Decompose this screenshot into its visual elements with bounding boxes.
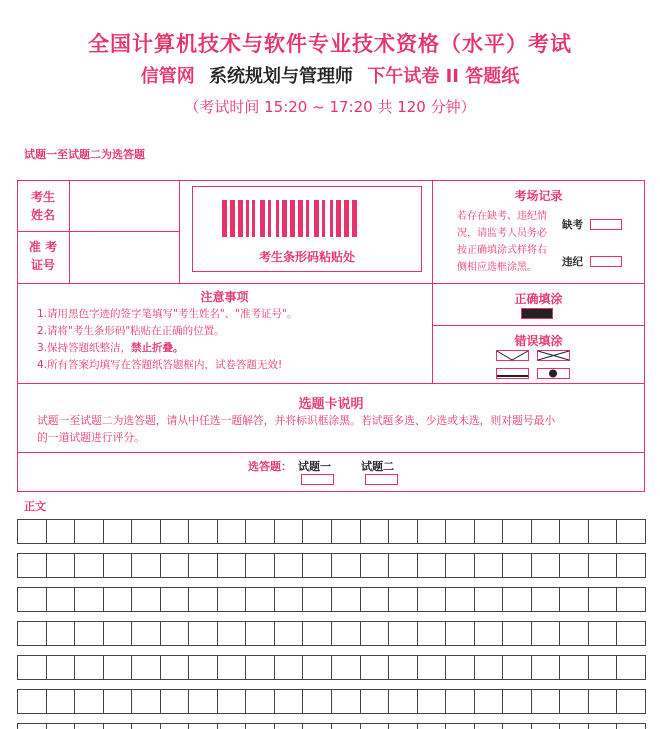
name-field[interactable]	[72, 183, 176, 229]
grid-cell[interactable]	[445, 553, 475, 578]
grid-cell[interactable]	[360, 553, 390, 578]
grid-cell[interactable]	[217, 553, 247, 578]
barcode-label: 考生条形码粘贴处	[258, 250, 355, 264]
barcode-bar	[268, 200, 271, 237]
grid-cell[interactable]	[74, 689, 104, 714]
grid-cell[interactable]	[131, 621, 161, 646]
grid-cell[interactable]	[388, 723, 418, 729]
barcode-bar	[330, 200, 333, 237]
grid-cell[interactable]	[474, 553, 504, 578]
card-text: 试题一至试题二为选答题，请从中任选一题解答，并将标识框涂黑。若试题多选、少选或未选，则对题号最小 的一道试题进行评分。	[37, 414, 556, 444]
grid-cell[interactable]	[217, 655, 247, 680]
grid-cell[interactable]	[46, 587, 76, 612]
grid-cell[interactable]	[274, 621, 304, 646]
grid-cell[interactable]	[559, 655, 589, 680]
grid-cell[interactable]	[103, 587, 133, 612]
grid-cell[interactable]	[245, 553, 275, 578]
select-q2-box[interactable]	[365, 474, 398, 485]
grid-cell[interactable]	[74, 723, 104, 729]
grid-cell[interactable]	[302, 621, 332, 646]
grid-cell[interactable]	[360, 587, 390, 612]
grid-cell[interactable]	[616, 689, 646, 714]
grid-cell[interactable]	[17, 519, 47, 544]
grid-cell[interactable]	[531, 655, 561, 680]
grid-cell[interactable]	[188, 621, 218, 646]
grid-cell[interactable]	[474, 655, 504, 680]
grid-cell[interactable]	[388, 553, 418, 578]
grid-cell[interactable]	[131, 689, 161, 714]
wrong-fill-icon	[497, 351, 529, 361]
grid-cell[interactable]	[417, 723, 447, 729]
grid-cell[interactable]	[360, 519, 390, 544]
grid-cell[interactable]	[74, 519, 104, 544]
grid-cell[interactable]	[103, 655, 133, 680]
paper-name: 下午试卷 II 答题纸	[367, 66, 520, 87]
absent-label: 缺考	[562, 219, 583, 231]
grid-cell[interactable]	[46, 723, 76, 729]
grid-cell[interactable]	[103, 519, 133, 544]
grid-cell[interactable]	[502, 553, 532, 578]
grid-cell[interactable]	[445, 587, 475, 612]
grid-cell[interactable]	[559, 621, 589, 646]
card-title: 选题卡说明	[298, 397, 364, 412]
grid-cell[interactable]	[74, 553, 104, 578]
grid-cell[interactable]	[160, 689, 190, 714]
grid-cell[interactable]	[616, 553, 646, 578]
barcode-bar	[344, 200, 349, 237]
grid-cell[interactable]	[588, 689, 618, 714]
grid-cell[interactable]	[388, 621, 418, 646]
barcode-bar	[246, 200, 249, 237]
barcode-bar	[290, 200, 295, 237]
notice-item: 1.请用黑色字迹的签字笔填写"考生姓名"、"准考证号"。	[37, 308, 298, 320]
grid-cell[interactable]	[160, 519, 190, 544]
barcode-bar	[298, 200, 303, 237]
divider	[17, 452, 645, 453]
violation-checkbox[interactable]	[590, 256, 622, 267]
grid-cell[interactable]	[160, 587, 190, 612]
id-label: 准 考 证号	[28, 240, 58, 272]
grid-cell[interactable]	[188, 553, 218, 578]
barcode-bar	[252, 200, 255, 237]
grid-cell[interactable]	[588, 723, 618, 729]
grid-cell[interactable]	[217, 621, 247, 646]
grid-cell[interactable]	[188, 655, 218, 680]
divider	[17, 383, 645, 384]
grid-cell[interactable]	[188, 689, 218, 714]
notice-item: 2.请将"考生条形码"粘贴在正确的位置。	[37, 325, 225, 337]
barcode-bar	[260, 200, 265, 237]
grid-cell[interactable]	[160, 553, 190, 578]
grid-cell[interactable]	[245, 689, 275, 714]
select-q2-label: 试题二	[361, 460, 394, 473]
grid-cell[interactable]	[274, 723, 304, 729]
grid-cell[interactable]	[474, 723, 504, 729]
grid-cell[interactable]	[245, 621, 275, 646]
grid-cell[interactable]	[74, 587, 104, 612]
grid-cell[interactable]	[188, 587, 218, 612]
grid-cell[interactable]	[331, 723, 361, 729]
grid-cell[interactable]	[388, 587, 418, 612]
grid-cell[interactable]	[17, 621, 47, 646]
exam-time: （考试时间 15:20 ~ 17:20 共 120 分钟）	[184, 98, 476, 116]
grid-cell[interactable]	[46, 689, 76, 714]
divider	[17, 231, 180, 232]
grid-cell[interactable]	[445, 621, 475, 646]
barcode-bar	[336, 200, 341, 237]
grid-cell[interactable]	[17, 587, 47, 612]
grid-cell[interactable]	[331, 689, 361, 714]
grid-cell[interactable]	[274, 519, 304, 544]
grid-cell[interactable]	[131, 519, 161, 544]
wrong-fill-icons	[496, 350, 576, 382]
barcode-bar	[276, 200, 279, 237]
grid-cell[interactable]	[46, 621, 76, 646]
grid-cell[interactable]	[46, 655, 76, 680]
grid-cell[interactable]	[245, 655, 275, 680]
grid-cell[interactable]	[616, 587, 646, 612]
grid-cell[interactable]	[616, 519, 646, 544]
notice-list	[37, 306, 427, 374]
grid-cell[interactable]	[360, 655, 390, 680]
grid-cell[interactable]	[531, 621, 561, 646]
grid-cell[interactable]	[245, 587, 275, 612]
select-label: 选答题：	[248, 460, 292, 473]
grid-cell[interactable]	[474, 689, 504, 714]
grid-cell[interactable]	[302, 723, 332, 729]
divider	[17, 283, 645, 284]
grid-cell[interactable]	[302, 655, 332, 680]
grid-cell[interactable]	[502, 655, 532, 680]
grid-cell[interactable]	[388, 655, 418, 680]
grid-cell[interactable]	[188, 519, 218, 544]
grid-cell[interactable]	[502, 723, 532, 729]
barcode-bar	[282, 200, 287, 237]
barcode-bar	[306, 200, 309, 237]
grid-cell[interactable]	[388, 519, 418, 544]
subtitle	[0, 62, 660, 88]
grid-cell[interactable]	[103, 689, 133, 714]
grid-cell[interactable]	[559, 553, 589, 578]
grid-cell[interactable]	[559, 587, 589, 612]
grid-cell[interactable]	[302, 519, 332, 544]
grid-cell[interactable]	[274, 553, 304, 578]
grid-cell[interactable]	[331, 519, 361, 544]
grid-cell[interactable]	[531, 723, 561, 729]
grid-cell[interactable]	[331, 587, 361, 612]
barcode-bar	[230, 200, 235, 237]
wrong-fill-icon	[549, 370, 557, 378]
wrong-fill-label: 错误填涂	[514, 334, 563, 348]
absent-checkbox[interactable]	[590, 219, 622, 230]
grid-cell[interactable]	[474, 519, 504, 544]
grid-cell[interactable]	[217, 519, 247, 544]
grid-cell[interactable]	[360, 689, 390, 714]
grid-cell[interactable]	[17, 689, 47, 714]
grid-cell[interactable]	[274, 655, 304, 680]
barcode-icon	[222, 200, 392, 237]
grid-cell[interactable]	[588, 621, 618, 646]
grid-cell[interactable]	[616, 621, 646, 646]
violation-label: 违纪	[562, 256, 583, 268]
grid-cell[interactable]	[474, 621, 504, 646]
brand-name: 信管网	[140, 66, 195, 87]
record-title: 考场记录	[514, 189, 563, 203]
grid-cell[interactable]	[417, 553, 447, 578]
correct-fill-label: 正确填涂	[514, 292, 563, 306]
grid-cell[interactable]	[217, 723, 247, 729]
grid-cell[interactable]	[616, 723, 646, 729]
grid-cell[interactable]	[160, 621, 190, 646]
barcode-bar	[314, 200, 319, 237]
grid-cell[interactable]	[131, 655, 161, 680]
grid-cell[interactable]	[160, 655, 190, 680]
grid-cell[interactable]	[559, 723, 589, 729]
notice-item: 4.所有答案均填写在答题纸答题框内，试卷答题无效!	[37, 359, 283, 371]
grid-cell[interactable]	[502, 689, 532, 714]
grid-cell[interactable]	[531, 689, 561, 714]
grid-cell[interactable]	[502, 621, 532, 646]
grid-cell[interactable]	[360, 723, 390, 729]
answer-grid[interactable]	[17, 519, 645, 729]
grid-cell[interactable]	[245, 519, 275, 544]
record-desc: 若存在缺考、违纪情 况，请监考人员务必 按正确填涂式样将右 侧相应选框涂黑。	[457, 211, 547, 273]
grid-cell[interactable]	[417, 689, 447, 714]
grid-cell[interactable]	[502, 519, 532, 544]
grid-cell[interactable]	[131, 587, 161, 612]
grid-cell[interactable]	[502, 587, 532, 612]
notice-item: 3.保持答题纸整洁，禁止折叠。	[37, 342, 184, 354]
grid-cell[interactable]	[417, 587, 447, 612]
notice-title: 注意事项	[200, 290, 249, 304]
grid-cell[interactable]	[274, 587, 304, 612]
grid-cell[interactable]	[302, 587, 332, 612]
exam-name: 系统规划与管理师	[209, 66, 354, 87]
grid-cell[interactable]	[417, 519, 447, 544]
select-q1-box[interactable]	[301, 474, 334, 485]
grid-cell[interactable]	[131, 723, 161, 729]
divider	[432, 180, 433, 383]
barcode-bar	[352, 200, 357, 237]
grid-cell[interactable]	[331, 655, 361, 680]
grid-cell[interactable]	[331, 553, 361, 578]
name-label: 考生 姓名	[30, 190, 55, 222]
grid-cell[interactable]	[531, 519, 561, 544]
divider	[432, 325, 645, 326]
grid-cell[interactable]	[160, 723, 190, 729]
grid-cell[interactable]	[274, 689, 304, 714]
grid-cell[interactable]	[417, 621, 447, 646]
grid-cell[interactable]	[245, 723, 275, 729]
select-q1-label: 试题一	[298, 460, 331, 473]
grid-cell[interactable]	[445, 723, 475, 729]
grid-cell[interactable]	[17, 553, 47, 578]
grid-cell[interactable]	[103, 553, 133, 578]
grid-cell[interactable]	[531, 587, 561, 612]
grid-cell[interactable]	[388, 689, 418, 714]
grid-cell[interactable]	[417, 655, 447, 680]
grid-cell[interactable]	[302, 553, 332, 578]
grid-cell[interactable]	[445, 655, 475, 680]
body-label: 正文	[24, 500, 46, 513]
grid-cell[interactable]	[588, 587, 618, 612]
grid-cell[interactable]	[217, 587, 247, 612]
grid-cell[interactable]	[616, 655, 646, 680]
grid-cell[interactable]	[46, 519, 76, 544]
grid-cell[interactable]	[445, 689, 475, 714]
grid-cell[interactable]	[74, 655, 104, 680]
grid-cell[interactable]	[103, 621, 133, 646]
grid-cell[interactable]	[474, 587, 504, 612]
grid-cell[interactable]	[74, 621, 104, 646]
correct-fill-icon	[521, 308, 553, 319]
grid-cell[interactable]	[588, 655, 618, 680]
wrong-fill-icon	[497, 351, 528, 360]
grid-cell[interactable]	[445, 519, 475, 544]
grid-cell[interactable]	[188, 723, 218, 729]
barcode-bar	[238, 200, 243, 237]
grid-cell[interactable]	[302, 689, 332, 714]
grid-cell[interactable]	[531, 553, 561, 578]
grid-cell[interactable]	[559, 519, 589, 544]
barcode-bar	[322, 200, 325, 237]
grid-cell[interactable]	[17, 723, 47, 729]
grid-cell[interactable]	[559, 689, 589, 714]
grid-cell[interactable]	[131, 553, 161, 578]
grid-cell[interactable]	[360, 621, 390, 646]
grid-cell[interactable]	[588, 519, 618, 544]
main-title: 全国计算机技术与软件专业技术资格（水平）考试	[88, 32, 572, 56]
grid-cell[interactable]	[217, 689, 247, 714]
id-field[interactable]	[72, 234, 176, 280]
grid-cell[interactable]	[17, 655, 47, 680]
grid-cell[interactable]	[46, 553, 76, 578]
grid-cell[interactable]	[103, 723, 133, 729]
barcode-bar	[222, 200, 227, 237]
section-intro: 试题一至试题二为选答题	[24, 148, 145, 161]
grid-cell[interactable]	[331, 621, 361, 646]
grid-cell[interactable]	[588, 553, 618, 578]
